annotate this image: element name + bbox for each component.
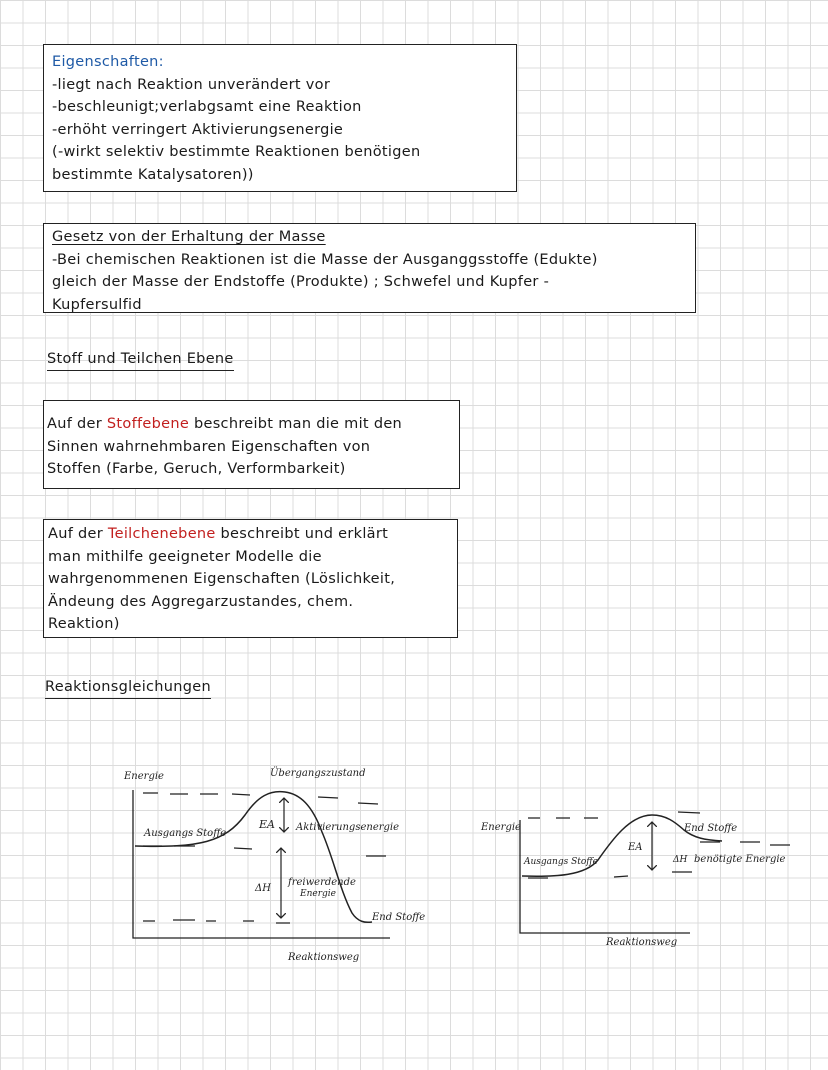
- diagram2-required-label: benötigte Energie: [694, 854, 786, 865]
- diagram1-start-label: Ausgangs Stoffe: [144, 828, 227, 839]
- stoffebene-line: Sinnen wahrnehmbaren Eigenschaften von: [47, 438, 371, 455]
- diagram2-start-label: Ausgangs Stoffe: [524, 857, 598, 867]
- properties-line: -beschleunigt;verlabgsamt eine Reaktion: [52, 99, 362, 115]
- diagram1-energy-curve: [135, 792, 372, 923]
- endothermic-diagram: [480, 812, 790, 948]
- mass-conservation-line: -Bei chemischen Reaktionen ist die Masse der Ausganggsstoffe (Edukte): [52, 251, 598, 268]
- diagram2-y-axis-label: Energie: [481, 822, 521, 833]
- diagram2-top-level-dashes: [528, 812, 700, 818]
- exothermic-diagram: [123, 767, 425, 963]
- diagram1-end-label: End Stoffe: [372, 912, 426, 923]
- properties-line: (-wirkt selektiv bestimmte Reaktionen benötigen: [52, 144, 421, 160]
- diagram1-ea-label: EA: [259, 818, 275, 831]
- properties-line: -liegt nach Reaktion unverändert vor: [52, 76, 331, 93]
- teilchenebene-highlight: Teilchenebene: [107, 526, 216, 542]
- diagram1-end-level-dashes: [143, 920, 290, 923]
- mass-conservation-line: Kupfersulfid: [52, 296, 142, 313]
- stoffebene-prefix: Auf der: [47, 416, 107, 432]
- diagram1-mid-level-dashes: [143, 846, 386, 856]
- heading-reaktionsgleichungen: Reaktionsgleichungen: [45, 679, 211, 699]
- teilchenebene-line: Reaktion): [48, 616, 120, 632]
- teilchenebene-prefix: Auf der: [48, 526, 108, 542]
- diagram2-x-axis-label: Reaktionsweg: [606, 937, 678, 948]
- diagram1-dh-label: ΔH: [255, 883, 271, 894]
- diagram2-dh-label: ΔH: [673, 855, 688, 865]
- diagram2-ea-label: EA: [628, 842, 643, 853]
- stoffebene-suffix: beschreibt man die mit den: [189, 416, 403, 432]
- diagram1-peak-label: Übergangszustand: [270, 768, 366, 779]
- diagram2-mid-level-dashes: [700, 842, 790, 845]
- diagram2-end-label: End Stoffe: [684, 823, 738, 834]
- mass-conservation-line: gleich der Masse der Endstoffe (Produkte) ; Schwefel und Kupfer -: [52, 274, 550, 290]
- teilchenebene-suffix: beschreibt und erklärt: [215, 526, 389, 542]
- diagram1-released-label-2: Energie: [300, 889, 336, 899]
- diagram1-axes: [133, 790, 390, 938]
- teilchenebene-line: man mithilfe geeigneter Modelle die: [48, 548, 322, 565]
- mass-conservation-title: Gesetz von der Erhaltung der Masse: [52, 229, 326, 245]
- diagram1-y-axis-label: Energie: [124, 771, 164, 782]
- properties-line: -erhöht verringert Aktivierungsenergie: [52, 121, 344, 138]
- properties-title: Eigenschaften:: [52, 54, 164, 70]
- properties-line: bestimmte Katalysatoren)): [52, 166, 254, 183]
- diagram1-activation-label: Aktivierungsenergie: [296, 822, 400, 833]
- diagram1-x-axis-label: Reaktionsweg: [288, 952, 360, 963]
- diagram1-released-label-1: freiwerdende: [288, 877, 356, 888]
- heading-stoff-teilchen: Stoff und Teilchen Ebene: [47, 351, 234, 371]
- teilchenebene-line: Ändeung des Aggregarzustandes, chem.: [48, 593, 354, 610]
- stoffebene-highlight: Stoffebene: [106, 416, 190, 432]
- stoffebene-line: Stoffen (Farbe, Geruch, Verformbarkeit): [47, 461, 346, 477]
- teilchenebene-line: wahrgenommenen Eigenschaften (Löslichkeit,: [48, 571, 396, 587]
